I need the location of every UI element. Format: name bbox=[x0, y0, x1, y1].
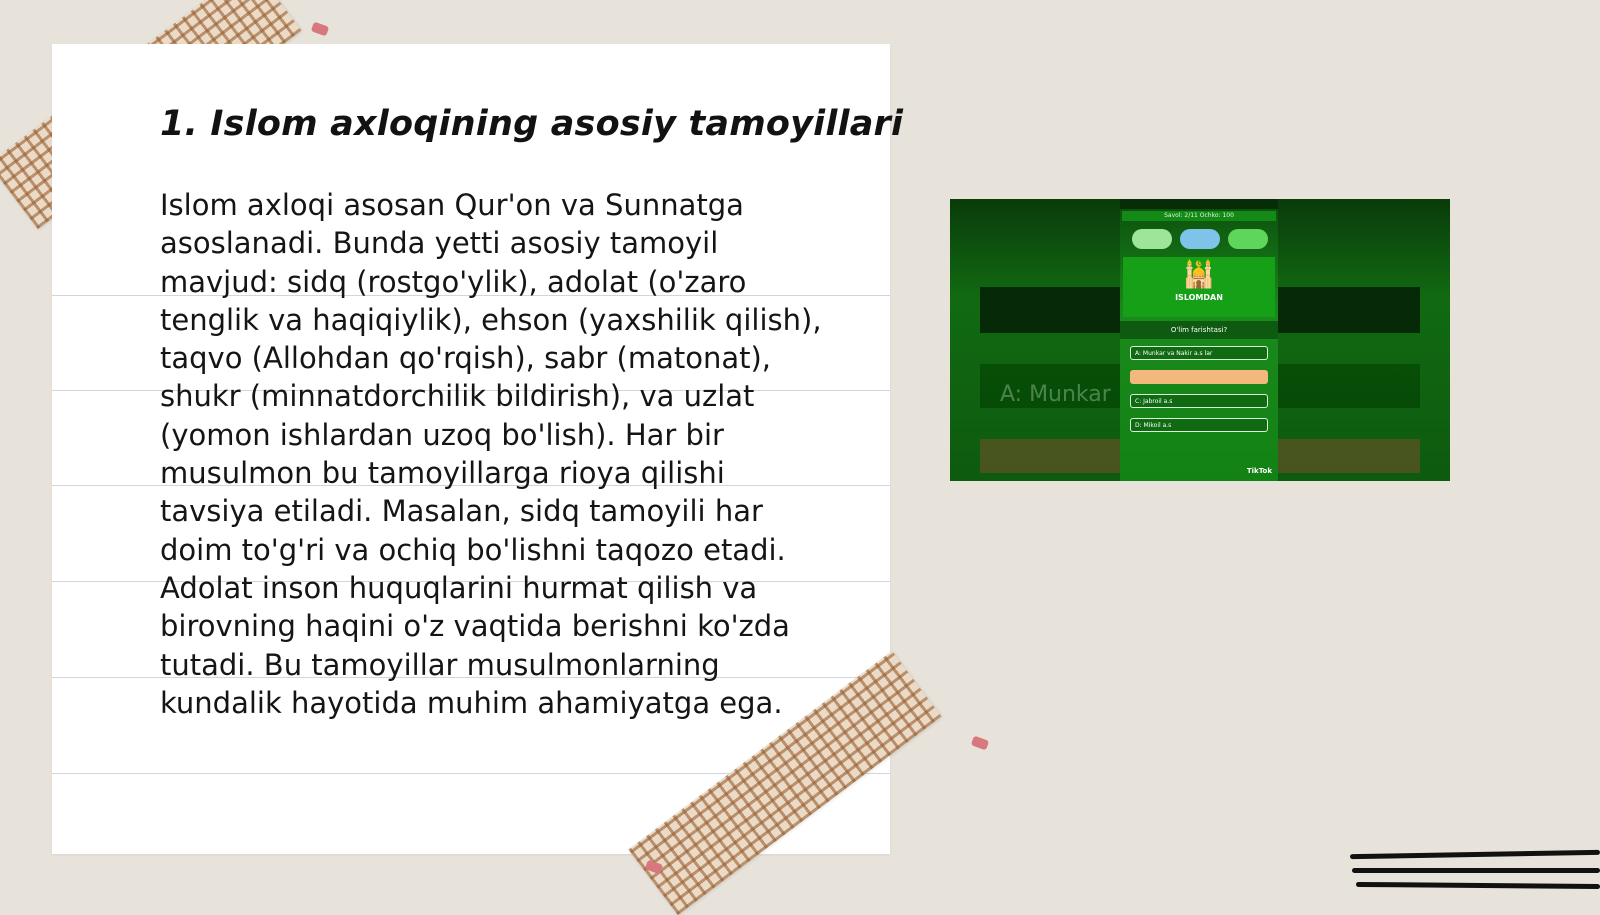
body-line: mavjud: sidq (rostgo'ylik), adolat (o'zaro bbox=[160, 264, 747, 299]
quiz-option: A: Munkar va Nakir a.s lar bbox=[1130, 346, 1268, 360]
body-line: Islom axloqi asosan Qur'on va Sunnatga bbox=[160, 188, 744, 222]
phone-score-bar: Savol: 2/11 Ochko: 100 bbox=[1122, 211, 1276, 221]
app-brand-text: ISLOMDAN bbox=[1175, 293, 1223, 302]
scribble-line bbox=[1350, 850, 1600, 859]
body-line: (yomon ishlardan uzoq bo'lish). Har bir bbox=[160, 417, 724, 452]
tape-pin-bottom-right bbox=[971, 736, 989, 751]
body-line: musulmon bu tamoyillarga rioya qilishi bbox=[160, 456, 725, 491]
screenshot-bg-text: A: Munkar bbox=[1000, 382, 1111, 407]
phone-status-bar bbox=[1120, 199, 1278, 209]
phone-frame bbox=[1120, 199, 1278, 481]
body-line: birovning haqini o'z vaqtida berishni ko'zda bbox=[160, 609, 790, 644]
scribble-line bbox=[1356, 882, 1600, 889]
body-line: shukr (minnatdorchilik bildirish), va uzlat bbox=[160, 379, 755, 414]
body-line: asoslanadi. Bunda yetti asosiy tamoyil bbox=[160, 226, 719, 261]
tape-pin-top bbox=[311, 22, 329, 37]
body-line: doim to'g'ri va ochiq bo'lishni taqozo etadi. bbox=[160, 532, 786, 567]
mosque-logo bbox=[1123, 257, 1275, 317]
body-line: Adolat inson huquqlarini hurmat qilish va bbox=[160, 570, 758, 605]
phone-pill-button bbox=[1180, 229, 1220, 249]
body-line: taqvo (Allohdan qo'rqish), sabr (matonat), bbox=[160, 341, 772, 376]
phone-pill-button bbox=[1132, 229, 1172, 249]
quiz-question: O'lim farishtasi? bbox=[1120, 321, 1278, 339]
body-line: tavsiya etiladi. Masalan, sidq tamoyili har bbox=[160, 494, 763, 529]
quiz-option: C: Jabroil a.s bbox=[1130, 394, 1268, 408]
slide-title: 1. Islom axloqining asosiy tamoyillari bbox=[160, 104, 904, 144]
body-line: tenglik va haqiqiylik), ehson (yaxshilik qilish), bbox=[160, 302, 822, 337]
slide-body bbox=[160, 186, 860, 722]
mosque-icon: 🕌 bbox=[1182, 260, 1216, 290]
quiz-app-screenshot bbox=[950, 199, 1450, 481]
tiktok-watermark: TikTok bbox=[1246, 467, 1272, 475]
quiz-option-selected bbox=[1130, 370, 1268, 384]
body-line: kundalik hayotida muhim ahamiyatga ega. bbox=[160, 685, 783, 720]
body-line: tutadi. Bu tamoyillar musulmonlarning bbox=[160, 647, 720, 682]
quiz-option: D: Mikoil a.s bbox=[1130, 418, 1268, 432]
scribble-line bbox=[1352, 868, 1600, 873]
phone-pill-button bbox=[1228, 229, 1268, 249]
